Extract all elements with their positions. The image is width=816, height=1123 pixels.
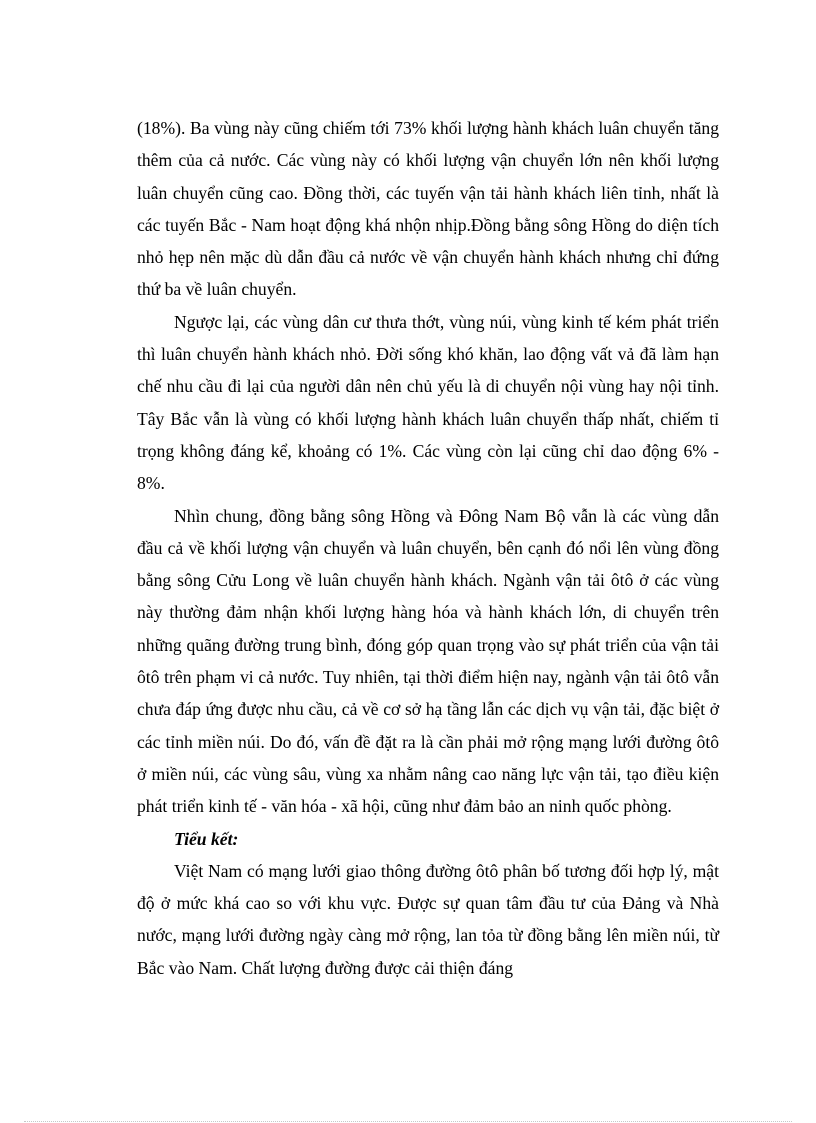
paragraph-summary: Việt Nam có mạng lưới giao thông đường ôtô phân bố tương đối hợp lý, mật độ ở mức khá cao so với khu vực. Được sự quan tâm đầu tư của Đảng và Nhà nước, mạng lưới đường ngày càng mở rộng, lan tỏa từ đồng bằng lên miền núi, từ Bắc vào Nam. Chất lượng đường được cải thiện đáng (137, 860, 719, 978)
paragraph-overview: Nhìn chung, đồng bằng sông Hồng và Đông Nam Bộ vẫn là các vùng dẫn đầu cả về khối lượng vận chuyển và luân chuyển, bên cạnh đó nổi lên vùng đồng bằng sông Cửu Long về luân chuyển hành khách. Ngành vận tải ôtô ở các vùng này thường đảm nhận khối lượng hàng hóa và hành khách lớn, di chuyển trên những quãng đường trung bình, đóng góp quan trọng vào sự phát triển của vận tải ôtô trên phạm vi cả nước. Tuy nhiên, tại thời điểm hiện nay, ngành vận tải ôtô vẫn chưa đáp ứng được nhu cầu, cả về cơ sở hạ tầng lẫn các dịch vụ vận tải, đặc biệt ở các tỉnh miền núi. Do đó, vấn đề đặt ra là cần phải mở rộng mạng lưới đường ôtô ở miền núi, các vùng sâu, vùng xa nhằm nâng cao năng lực vận tải, tạo điều kiện phát triển kinh tế - văn hóa - xã hội, cũng như đảm bảo an ninh quốc phòng. (137, 505, 719, 817)
paragraph-sparse-regions: Ngược lại, các vùng dân cư thưa thớt, vùng núi, vùng kinh tế kém phát triển thì luân chuyển hành khách nhỏ. Đời sống khó khăn, lao động vất vả đã làm hạn chế nhu cầu đi lại của người dân nên chủ yếu là di chuyển nội vùng hay nội tỉnh. Tây Bắc vẫn là vùng có khối lượng hành khách luân chuyển thấp nhất, chiếm tỉ trọng không đáng kể, khoảng có 1%. Các vùng còn lại cũng chỉ dao động 6% - 8%. (137, 311, 719, 494)
section-heading: Tiểu kết: (174, 828, 239, 849)
document-page (137, 112, 719, 984)
page-bottom-rule (24, 1121, 792, 1122)
paragraph-continued: (18%). Ba vùng này cũng chiếm tới 73% khối lượng hành khách luân chuyển tăng thêm của cả nước. Các vùng này có khối lượng vận chuyển lớn nên khối lượng luân chuyển cũng cao. Đồng thời, các tuyến vận tải hành khách liên tỉnh, nhất là các tuyến Bắc - Nam hoạt động khá nhộn nhịp.Đồng bằng sông Hồng do diện tích nhỏ hẹp nên mặc dù dẫn đầu cả nước về vận chuyển hành khách nhưng chỉ đứng thứ ba về luân chuyển. (137, 118, 719, 300)
